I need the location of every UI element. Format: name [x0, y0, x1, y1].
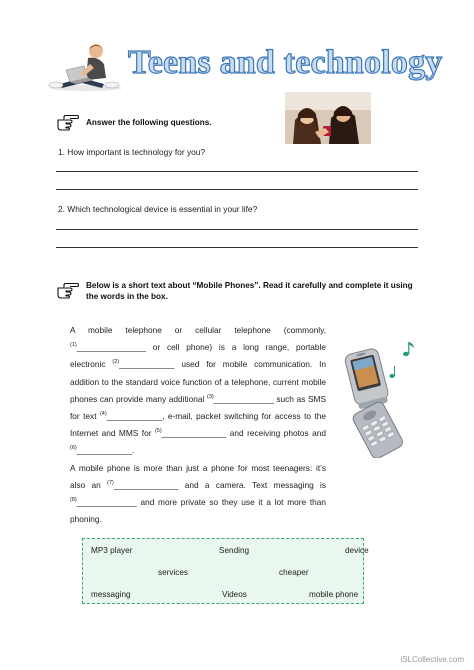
gap-number: (4) [99, 411, 107, 418]
paragraph-1: A mobile telephone or cellular telephone (commonly, $^{(1)}$_______________ or cell phone) is a long range, portable electronic $^{(2)}$____________ used for mobile communication. In addition to the standard voice function of a telephone, current mobile phones can provide many additional $^{(3)}$_____________ such as SMS for text $^{(4)}$____________, e-mail, packet switching for access to the Internet and MMS for $^{(5)}$______________ and receiving photos and $^{(6)}$____________. [70, 325, 326, 456]
question-1: 1. How important is technology for you? [58, 147, 206, 157]
gap-blank[interactable]: ____________, e-mail, packet switching for access to the Internet and MMS for [70, 411, 326, 439]
gap-number: (2) [112, 359, 120, 366]
word-option[interactable]: Videos [222, 590, 247, 599]
section1-instruction: Answer the following questions. [86, 118, 212, 127]
girls-phone-photo [285, 92, 371, 144]
gap-blank[interactable]: _____________ such as SMS for text [70, 393, 326, 422]
word-option[interactable]: MP3 player [91, 546, 133, 555]
word-option[interactable]: cheaper [279, 568, 309, 577]
gap-number: (6) [70, 445, 77, 452]
pointing-hand-icon [56, 281, 80, 299]
word-option[interactable]: Sending [219, 546, 250, 555]
answer-line[interactable] [56, 247, 418, 248]
answer-line[interactable] [56, 229, 418, 230]
word-option[interactable]: device [345, 546, 369, 555]
question-2: 2. Which technological device is essential in your life? [58, 204, 258, 214]
gap-blank[interactable]: ____________ used for mobile communication. In addition to the standard voice function of a telephone, current mobile phones can provide many additional [70, 359, 326, 404]
gap-blank[interactable]: _______________ or cell phone) is a long range, portable electronic [70, 342, 326, 370]
pointing-hand-icon [56, 113, 80, 131]
teen-laptop-image [42, 40, 128, 92]
gap-blank[interactable]: _____________ and more private so they use it a lot more than phoning. [70, 497, 326, 525]
gap-number: (5) [154, 428, 162, 435]
gap-blank[interactable]: ____________. [76, 445, 135, 456]
paragraph-2: A mobile phone is more than just a phone for most teenagers: it’s also an $^{(7)}$______________ and a camera. Text messaging is $^{(8)}$_____________ and more private so they use it a lot more than phoning. [70, 462, 327, 525]
gap-number: (3) [206, 394, 214, 401]
site-watermark: iSLCollective.com [400, 655, 464, 664]
section2-instruction: Below is a short text about “Mobile Phones”. Read it carefully and complete it using the words in the box. [86, 281, 413, 301]
gap-number: (1) [70, 342, 77, 349]
word-option[interactable]: services [158, 568, 189, 577]
answer-line[interactable] [56, 171, 418, 172]
word-option[interactable]: mobile phone [309, 590, 359, 599]
mobile-phones-text [70, 322, 326, 528]
page-title: Teens and technology [128, 44, 443, 81]
gap-blank[interactable]: ______________ and a camera. Text messaging is [113, 479, 327, 490]
gap-blank[interactable]: ______________ and receiving photos and [161, 428, 326, 439]
answer-line[interactable] [56, 189, 418, 190]
gap-number: (7) [107, 480, 114, 487]
flip-phone-image [340, 338, 430, 458]
gap-number: (8) [70, 497, 77, 504]
word-option[interactable]: messaging [91, 590, 131, 599]
word-box [82, 538, 369, 604]
